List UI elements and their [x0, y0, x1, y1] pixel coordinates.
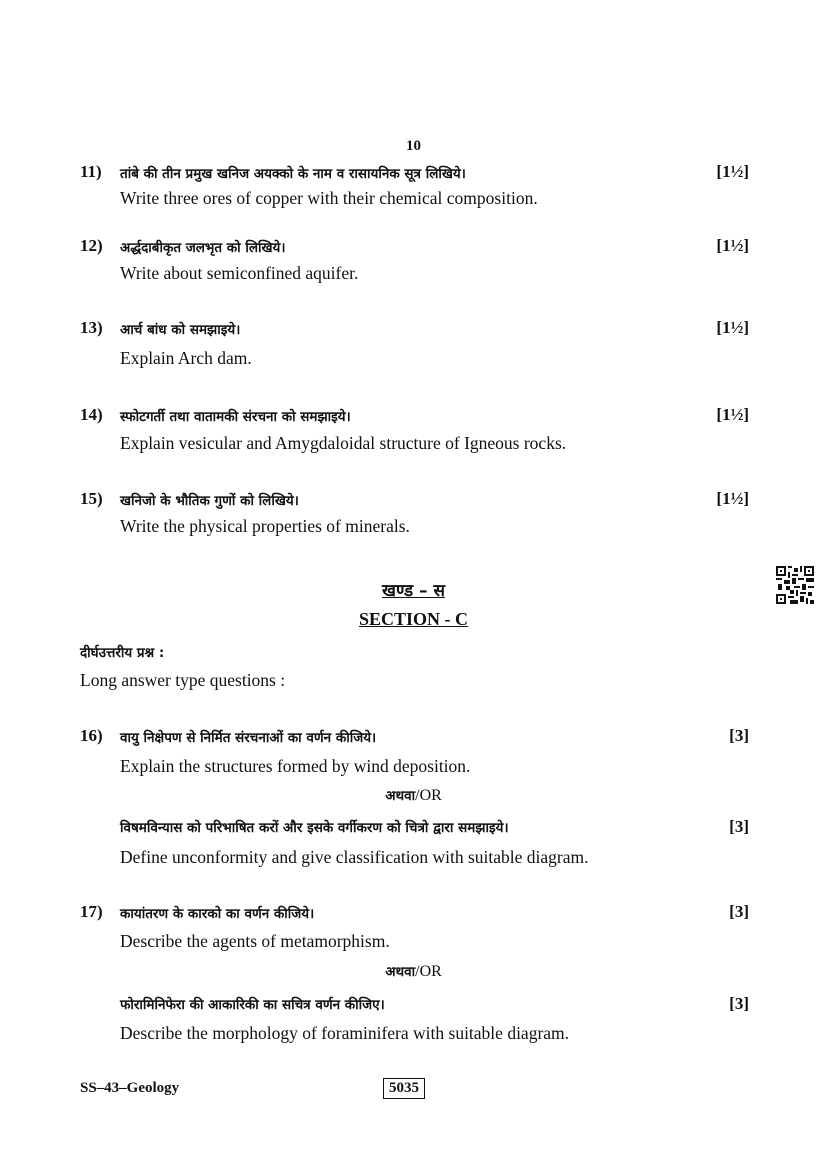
question-english: Explain Arch dam. — [120, 348, 252, 368]
question-hindi: कायांतरण के कारको का वर्णन कीजिये। — [120, 906, 315, 922]
question-hindi: आर्च बांध को समझाइये। — [120, 322, 241, 338]
question-hindi: तांबे की तीन प्रमुख खनिज अयक्को के नाम व रासायनिक सूत्र लिखिये। — [120, 166, 466, 182]
section-type-hindi: दीर्घउत्तरीय प्रश्न : — [80, 645, 165, 661]
alt-question-hindi: विषमविन्यास को परिभाषित करों और इसके वर्गीकरण को चित्रो द्वारा समझाइये। — [120, 820, 509, 836]
question-english: Write the physical properties of minerals. — [120, 516, 410, 536]
or-separator — [0, 786, 827, 805]
question-number: 14) — [80, 405, 103, 424]
alt-question-english: Describe the morphology of foraminifera with suitable diagram. — [120, 1023, 570, 1043]
question-number: 13) — [80, 318, 103, 337]
question-english: Write three ores of copper with their chemical composition. — [120, 188, 538, 208]
section-type-english: Long answer type questions : — [80, 670, 286, 690]
or-hindi: अथवा — [385, 788, 416, 804]
or-hindi: अथवा — [385, 964, 416, 980]
section-title-hindi: खण्ड – स — [382, 581, 445, 601]
question-marks: [3] — [729, 902, 749, 921]
question-hindi: स्फोटगर्ती तथा वातामकी संरचना को समझाइये। — [120, 409, 351, 425]
section-title-english: SECTION - C — [358, 609, 469, 629]
page-number: 10 — [406, 138, 421, 154]
question-marks: [1½] — [716, 318, 749, 337]
alt-question-marks: [3] — [729, 817, 749, 836]
question-english: Describe the agents of metamorphism. — [120, 931, 390, 951]
question-number: 11) — [80, 162, 102, 181]
or-english: /OR — [415, 963, 442, 980]
question-marks: [1½] — [716, 405, 749, 424]
alt-question-hindi: फोरामिनिफेरा की आकारिकी का सचित्र वर्णन कीजिए। — [120, 997, 385, 1013]
question-number: 15) — [80, 489, 103, 508]
question-hindi: अर्द्धदाबीकृत जलभृत को लिखिये। — [120, 240, 286, 256]
question-marks: [1½] — [716, 162, 749, 181]
paper-number-box: 5035 — [383, 1078, 425, 1099]
or-separator — [0, 962, 827, 981]
question-english: Explain vesicular and Amygdaloidal structure of Igneous rocks. — [120, 433, 567, 453]
question-marks: [3] — [729, 726, 749, 745]
question-hindi: खनिजो के भौतिक गुणों को लिखिये। — [120, 493, 299, 509]
question-marks: [1½] — [716, 236, 749, 255]
question-english: Write about semiconfined aquifer. — [120, 263, 359, 283]
question-number: 16) — [80, 726, 103, 745]
question-english: Explain the structures formed by wind deposition. — [120, 756, 471, 776]
question-marks: [1½] — [716, 489, 749, 508]
or-english: /OR — [415, 787, 442, 804]
question-number: 12) — [80, 236, 103, 255]
paper-code: SS–43–Geology — [80, 1080, 180, 1096]
alt-question-english: Define unconformity and give classification with suitable diagram. — [120, 847, 589, 867]
alt-question-marks: [3] — [729, 994, 749, 1013]
question-hindi: वायु निक्षेपण से निर्मित संरचनाओं का वर्णन कीजिये। — [120, 730, 377, 746]
question-number: 17) — [80, 902, 103, 921]
